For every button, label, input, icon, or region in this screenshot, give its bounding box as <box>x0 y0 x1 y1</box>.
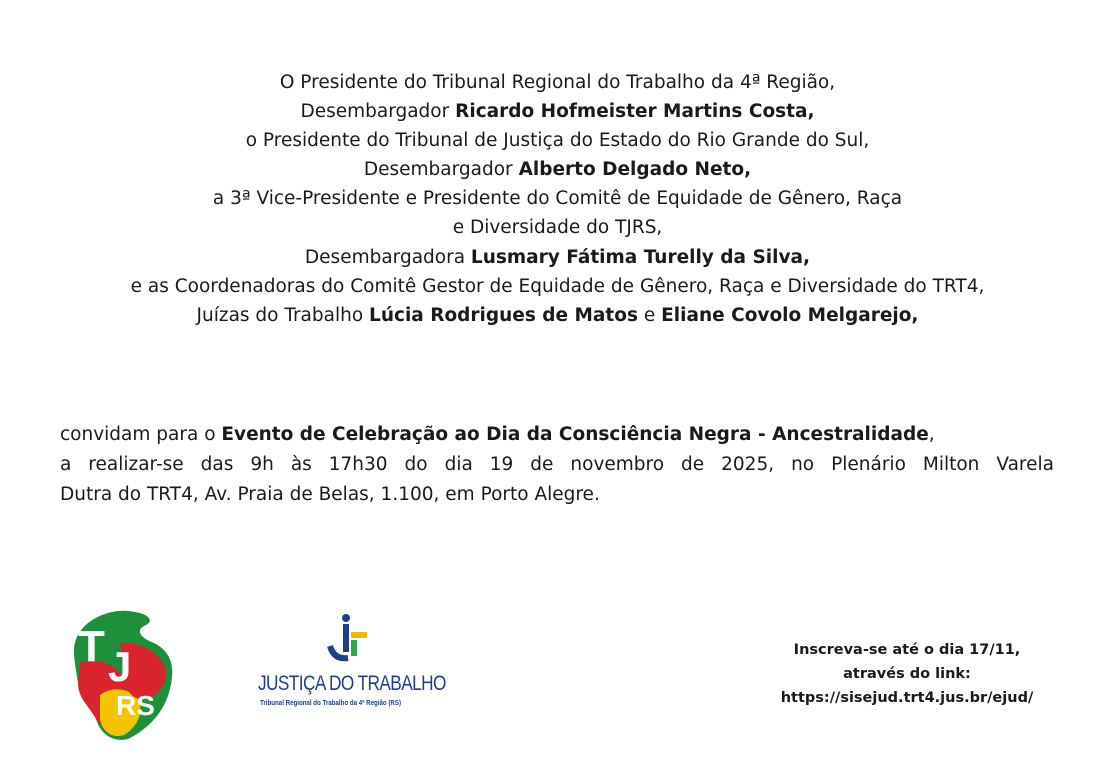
conjunction-text: e <box>638 304 662 326</box>
jt-mark-icon <box>258 612 438 672</box>
signup-line-2: através do link: <box>843 666 971 682</box>
invitation-line-2 <box>0 97 1115 126</box>
tjrs-logo <box>66 603 178 743</box>
signup-block <box>745 638 1069 710</box>
event-paragraph <box>60 420 1054 510</box>
invitation-line-8: e as Coordenadoras do Comitê Gestor de Equidade de Gênero, Raça e Diversidade do TRT4, <box>130 275 985 297</box>
event-comma: , <box>928 424 935 445</box>
title-text: Desembargador <box>363 159 519 181</box>
event-line-2: a realizar-se das 9h às 17h30 do dia 19 de novembro de 2025, no Plenário Milton Varela <box>60 454 1054 475</box>
invitation-line-1: O Presidente do Tribunal Regional do Trabalho da 4ª Região, <box>279 72 836 93</box>
jt-title: JUSTIÇA DO TRABALHO <box>258 672 446 695</box>
invitation-line-9 <box>0 301 1115 330</box>
invitation-block <box>0 68 1115 330</box>
invitation-line-7 <box>0 243 1115 272</box>
host-name-alberto: Alberto Delgado Neto, <box>518 159 752 181</box>
host-name-eliane: Eliane Covolo Melgarejo, <box>661 304 919 326</box>
event-line-3: Dutra do TRT4, Av. Praia de Belas, 1.100, em Porto Alegre. <box>60 484 600 505</box>
title-text: Desembargador <box>300 101 456 123</box>
invitation-line-4 <box>0 155 1115 184</box>
tjrs-letters-rs: RS <box>116 690 155 721</box>
signup-line-1: Inscreva-se até o dia 17/11, <box>793 642 1021 658</box>
justica-do-trabalho-logo <box>258 612 446 712</box>
invitation-line-6: e Diversidade do TJRS, <box>452 217 663 239</box>
host-name-lusmary: Lusmary Fátima Turelly da Silva, <box>470 246 811 268</box>
invitation-line-5: a 3ª Vice-Presidente e Presidente do Comitê de Equidade de Gênero, Raça <box>212 188 903 210</box>
tjrs-letter-t: T <box>78 622 105 671</box>
event-intro: convidam para o <box>60 424 222 445</box>
invitation-line-3: o Presidente do Tribunal de Justiça do Estado do Rio Grande do Sul, <box>245 130 870 152</box>
title-text: Juízas do Trabalho <box>196 304 370 326</box>
host-name-lucia: Lúcia Rodrigues de Matos <box>369 304 638 326</box>
event-name: Evento de Celebração ao Dia da Consciência Negra - Ancestralidade <box>221 424 929 445</box>
title-text: Desembargadora <box>304 246 471 268</box>
jt-subtitle: Tribunal Regional do Trabalho da 4ª Região (RS) <box>260 698 402 707</box>
tjrs-letter-j: J <box>108 643 132 690</box>
host-name-ricardo: Ricardo Hofmeister Martins Costa, <box>455 101 815 123</box>
event-line-1 <box>60 420 1054 450</box>
signup-link[interactable]: https://sisejud.trt4.jus.br/ejud/ <box>780 690 1034 706</box>
